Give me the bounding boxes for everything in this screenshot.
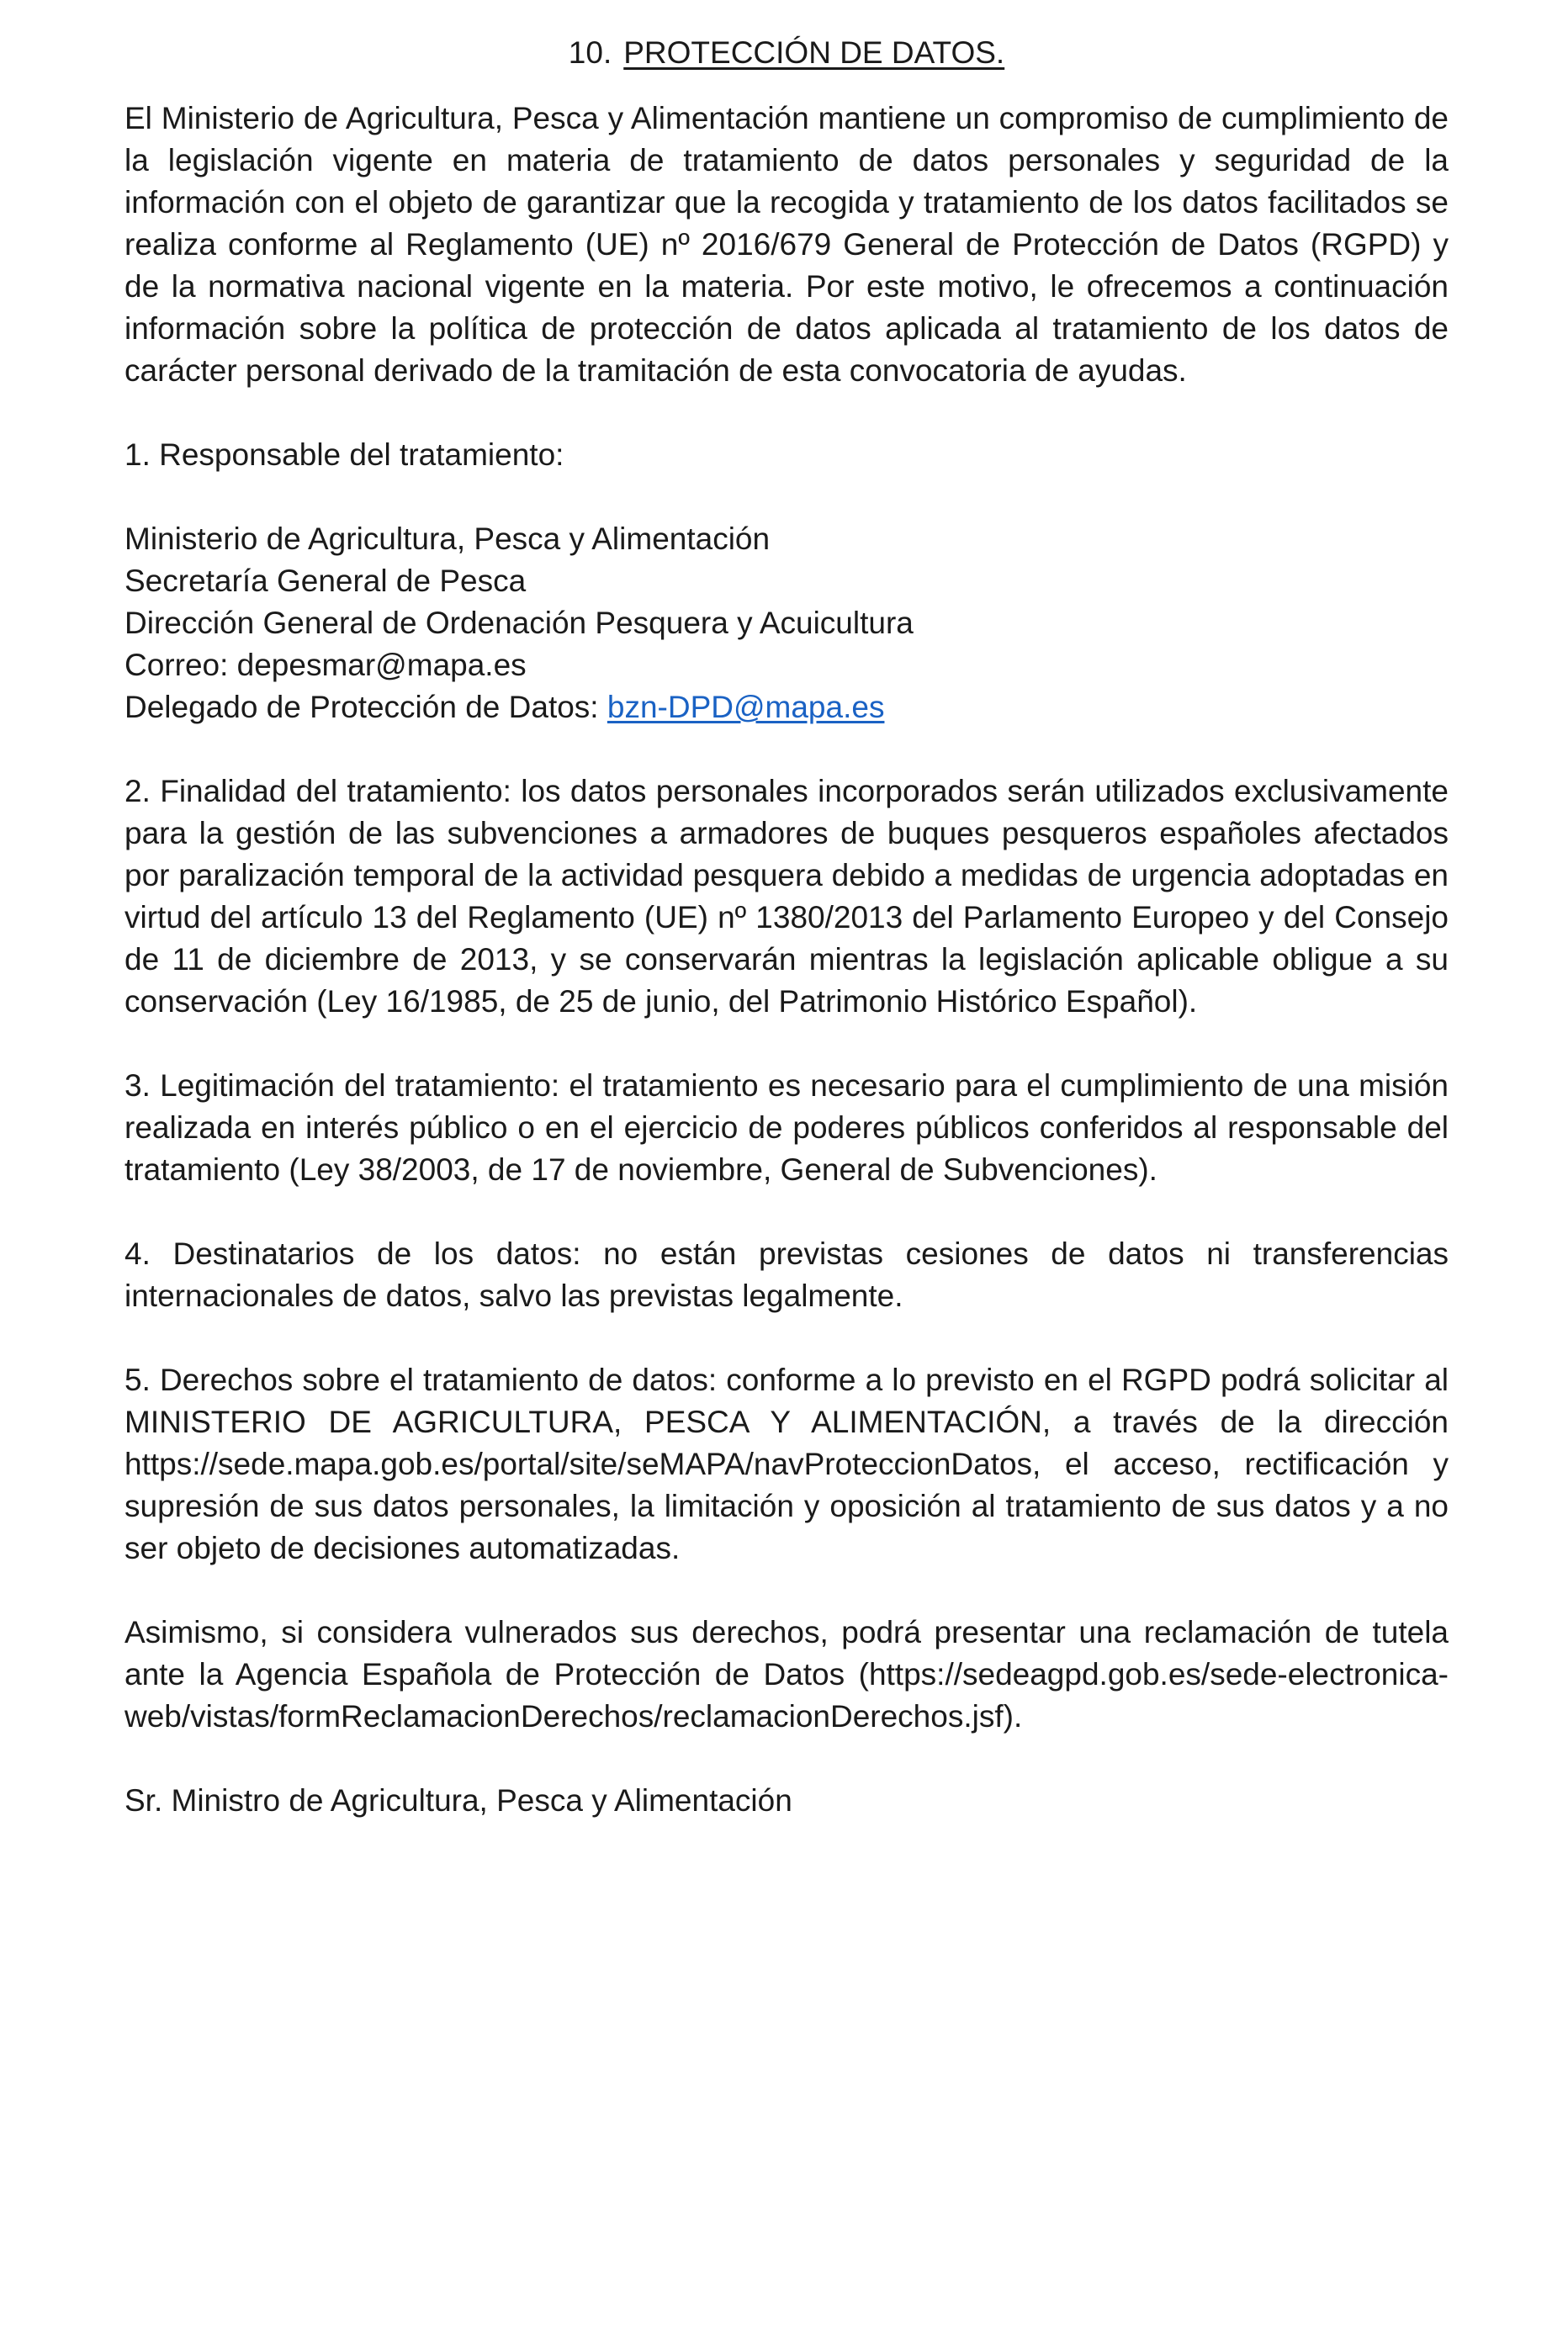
document-body (124, 98, 1449, 1864)
controller-directorate: Dirección General de Ordenación Pesquera y Acuicultura (124, 606, 914, 640)
dpd-label: Delegado de Protección de Datos: (124, 690, 607, 724)
controller-email: Correo: depesmar@mapa.es (124, 648, 527, 682)
section-4-recipients: 4. Destinatarios de los datos: no están previstas cesiones de datos ni transferencias internacionales de datos, salvo las previstas legalmente. (124, 1236, 1449, 1313)
complaint-paragraph: Asimismo, si considera vulnerados sus derechos, podrá presentar una reclamación de tutela ante la Agencia Española de Protección de Datos (https://sedeagpd.gob.es/sede-electronica-web/vistas/formReclamacionDerechos/reclamacionDerechos.jsf). (124, 1615, 1449, 1734)
section-1-title: 1. Responsable del tratamiento: (124, 437, 564, 472)
section-number: 10. (568, 35, 612, 70)
addressee: Sr. Ministro de Agricultura, Pesca y Alimentación (124, 1783, 792, 1818)
section-heading (124, 32, 1449, 74)
dpd-email-link[interactable]: bzn-DPD@mapa.es (607, 690, 885, 724)
controller-secretariat: Secretaría General de Pesca (124, 564, 527, 598)
controller-ministry: Ministerio de Agricultura, Pesca y Alimentación (124, 522, 771, 556)
section-3-legitimation: 3. Legitimación del tratamiento: el tratamiento es necesario para el cumplimiento de una misión realizada en interés público o en el ejercicio de poderes públicos conferidos al responsable del tratamiento (Ley 38/2003, de 17 de noviembre, General de Subvenciones). (124, 1068, 1449, 1187)
section-2-purpose: 2. Finalidad del tratamiento: los datos personales incorporados serán utilizados exclusivamente para la gestión de las subvenciones a armadores de buques pesqueros españoles afectados por paralización temporal de la actividad pesquera debido a medidas de urgencia adoptadas en virtud del artículo 13 del Reglamento (UE) nº 1380/2013 del Parlamento Europeo y del Consejo de 11 de diciembre de 2013, y se conservarán mientras la legislación aplicable obligue a su conservación (Ley 16/1985, de 25 de junio, del Patrimonio Histórico Español). (124, 774, 1449, 1019)
dpd-line (124, 686, 1449, 728)
intro-paragraph: El Ministerio de Agricultura, Pesca y Alimentación mantiene un compromiso de cumplimiento de la legislación vigente en materia de tratamiento de datos personales y seguridad de la información con el objeto de garantizar que la recogida y tratamiento de los datos facilitados se realiza conforme al Reglamento (UE) nº 2016/679 General de Protección de Datos (RGPD) y de la normativa nacional vigente en la materia. Por este motivo, le ofrecemos a continuación información sobre la política de protección de datos aplicada al tratamiento de los datos de carácter personal derivado de la tramitación de esta convocatoria de ayudas. (124, 101, 1449, 388)
section-title: PROTECCIÓN DE DATOS. (623, 35, 1005, 70)
document-page (124, 0, 1449, 2335)
section-5-rights: 5. Derechos sobre el tratamiento de datos: conforme a lo previsto en el RGPD podrá solicitar al MINISTERIO DE AGRICULTURA, PESCA Y ALIMENTACIÓN, a través de la dirección https://sede.mapa.gob.es/portal/site/seMAPA/navProteccionDatos, el acceso, rectificación y supresión de sus datos personales, la limitación y oposición al tratamiento de sus datos y a no ser objeto de decisiones automatizadas. (124, 1363, 1449, 1565)
controller-details (124, 518, 1449, 728)
